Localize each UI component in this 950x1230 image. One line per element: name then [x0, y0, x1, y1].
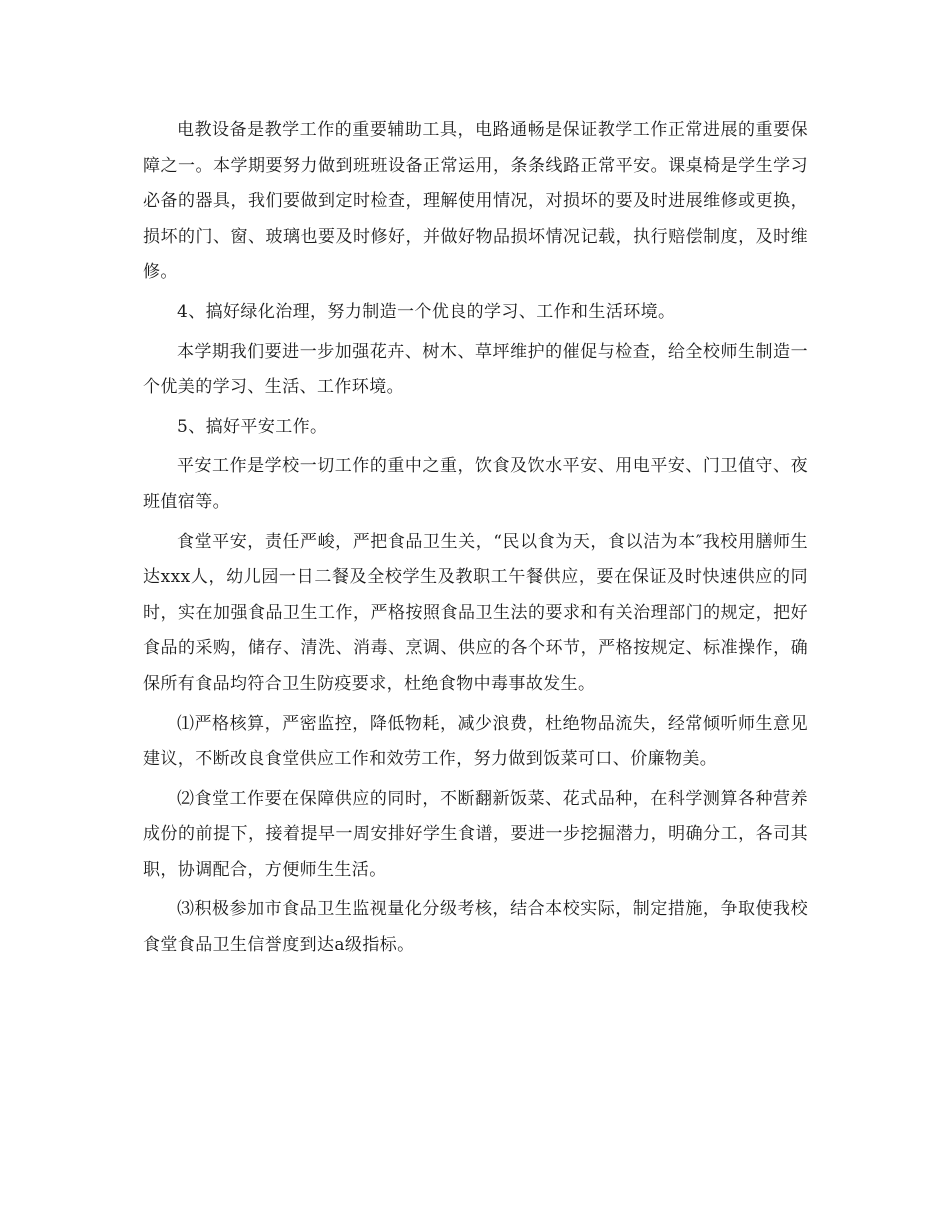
- paragraph-equipment-maintenance: 电教设备是教学工作的重要辅助工具，电路通畅是保证教学工作正常进展的重要保障之一。本学期要努力做到班班设备正常运用，条条线路正常平安。课桌椅是学生学习必备的器具，我们要做到定时检查，理解使用情况，对损坏的要及时进展维修或更换，损坏的门、窗、玻璃也要及时修好，并做好物品损坏情况记载，执行赔偿制度，及时维修。: [143, 120, 808, 283]
- list-item-1-cost-control: ⑴严格核算，严密监控，降低物耗，减少浪费，杜绝物品流失，经常倾听师生意见建议，不断改良食堂供应工作和效劳工作，努力做到饭菜可口、价廉物美。: [143, 713, 808, 770]
- heading-greening-management: 4、搞好绿化治理，努力制造一个优良的学习、工作和生活环境。: [177, 301, 676, 322]
- list-item-2-menu-planning: ⑵食堂工作要在保障供应的同时，不断翻新饭菜、花式品种，在科学测算各种营养成份的前提下，接着提早一周安排好学生食谱，要进一步挖掘潜力，明确分工，各司其职，协调配合，方便师生生活。: [143, 788, 808, 880]
- paragraph-canteen-safety: 食堂平安，责任严峻，严把食品卫生关，“民以食为天，食以洁为本″我校用膳师生达xxx人，幼儿园一日二餐及全校学生及教职工午餐供应，要在保证及时快速供应的同时，实在加强食品卫生工作，严格按照食品卫生法的要求和有关治理部门的规定，把好食品的采购，储存、清洗、消毒、烹调、供应的各个环节，严格按规定、标准操作，确保所有食品均符合卫生防疫要求，杜绝食物中毒事故发生。: [143, 531, 808, 694]
- list-item-3-hygiene-assessment: ⑶积极参加市食品卫生监视量化分级考核，结合本校实际，制定措施，争取使我校食堂食品卫生信誉度到达a级指标。: [143, 899, 808, 956]
- document-body: [143, 113, 808, 968]
- heading-safety-work: 5、搞好平安工作。: [177, 416, 328, 437]
- paragraph-safety-overview: 平安工作是学校一切工作的重中之重，饮食及饮水平安、用电平安、门卫值守、夜班值宿等。: [143, 456, 808, 512]
- paragraph-greening-details: 本学期我们要进一步加强花卉、树木、草坪维护的催促与检查，给全校师生制造一个优美的学习、生活、工作环境。: [143, 341, 808, 398]
